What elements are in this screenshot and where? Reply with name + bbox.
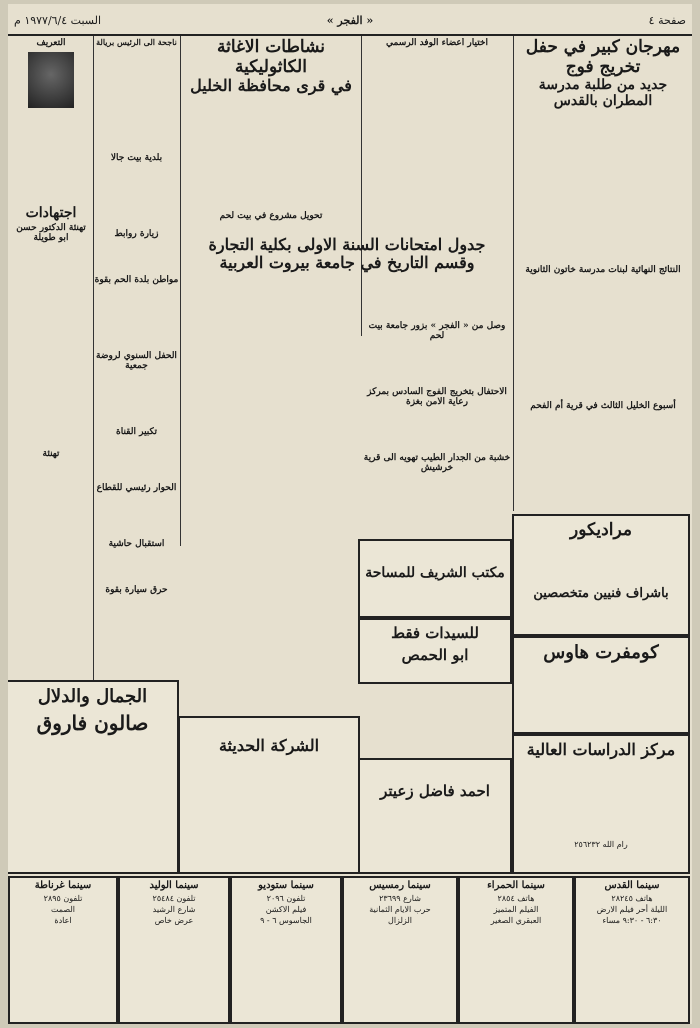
subheading: تهنئة (42, 449, 60, 460)
article-body (98, 166, 175, 226)
article-body (520, 414, 686, 474)
ad-body (518, 544, 684, 584)
issue-date: السبت ١٩٧٧/٦/٤ م (14, 14, 102, 27)
subheading: النتائج النهائية لبنات مدرسة خاتون الثانوية (525, 265, 681, 276)
article-body (14, 112, 88, 202)
newspaper-page (8, 4, 692, 1024)
headline: وقسم التاريخ في جامعة بيروت العربية (219, 253, 475, 273)
headline: جدول امتحانات السنة الاولى بكلية التجارة (208, 236, 486, 254)
article-body (366, 344, 508, 384)
ad-ladies (358, 618, 512, 684)
article-body (520, 112, 686, 262)
headline: في قرى محافظة الخليل (190, 76, 352, 96)
subheading: حرق سيارة بقوة (105, 585, 168, 596)
article-body (98, 50, 175, 150)
ad-salon (8, 680, 179, 874)
paper-name: « الفجر » (326, 14, 374, 27)
article-body (98, 496, 175, 536)
column-rule (513, 36, 514, 511)
subheading: تحويل مشروع في بيت لحم (219, 211, 323, 222)
subheading: وصل من « الفجر » بزور جامعة بيت لحم (368, 321, 506, 342)
ad-phone: رام الله ٢٥٦٢٣٢ (574, 840, 628, 849)
exam-table (182, 302, 360, 542)
portrait-photo (28, 52, 74, 108)
ad-title: مراديكور (570, 520, 632, 540)
column-rule (180, 36, 181, 546)
ad-title: الشركة الحديثة (218, 736, 320, 755)
subheading: استقبال حاشية (108, 539, 165, 550)
subheading: مواطن بلدة الحم بقوة (94, 275, 179, 286)
ad-title: للسيدات فقط (391, 624, 479, 642)
ad-title: مركز الدراسات العالية (526, 740, 676, 759)
ad-modern-company (178, 716, 360, 874)
ad-maradekor (512, 514, 690, 636)
cinema-listing: سينما ستوديو تلفون ٢٠٩٦ فيلم الاكشن الجاسوس ٦ - ٩ (230, 876, 342, 1024)
headline: مهرجان كبير في حفل تخريج فوج (525, 38, 681, 77)
ad-sharif-survey (358, 539, 512, 618)
article-body (98, 374, 175, 424)
subheading: خشبة من الجدار الطيب تهويه الى قرية خرشيش (363, 453, 511, 474)
cinema-listing: سينما الحمراء هاتف ٢٨٥٤ الفيلم المتميز العبقري الصغير (458, 876, 574, 1024)
article-body (366, 410, 508, 450)
headline: ناجحة الى الرئيس بريالة (96, 38, 177, 47)
profile-title: التعريف (36, 38, 66, 48)
ad-comfort-house (512, 636, 690, 734)
ad-title: كومفرت هاوس (543, 642, 659, 663)
center-column (182, 38, 360, 268)
page-header (8, 4, 692, 36)
headline: جديد من طلبة مدرسة المطران بالقدس (538, 77, 668, 110)
left-column (10, 38, 92, 678)
cinema-listing: سينما رمسيس شارع ٢٣٦٩٩ حرب الايام الثمانية الزلزال (342, 876, 458, 1024)
subheading: بلدية بيت جالا (110, 153, 163, 164)
article-body (98, 242, 175, 272)
ad-subtitle: ابو الحمص (401, 646, 469, 664)
headline: اختيار أعضاء الوفد الرسمي (385, 38, 488, 48)
page-number: صفحة ٤ (648, 14, 686, 27)
cinema-listing: سينما غرناطة تلفون ٢٨٩٥ الصمت اعادة (8, 876, 118, 1024)
ad-higher-studies-center (512, 734, 690, 874)
ad-zeiter (358, 758, 512, 874)
cinema-listing: سينما الوليد تلفون ٢٥٤٨٤ شارع الرشيد عرض خاص (118, 876, 230, 1024)
article-body (186, 98, 356, 208)
ad-title: مكتب الشريف للمساحة (365, 565, 505, 581)
subheading: الحوار رئيسي للقطاع (96, 483, 177, 494)
ad-subtitle: صالون فاروق (36, 711, 149, 735)
article-body (98, 552, 175, 582)
article-body (186, 305, 356, 535)
subheading: الاحتفال بتخريج الفوج السادس بمركز رعاية الامن بغزة (367, 387, 507, 408)
subheading: تكبير القناة (116, 427, 157, 438)
headline: نشاطات الاغاثة الكاثوليكية (216, 38, 326, 77)
subheading: أسبوع الخليل الثالث في قرية أم الفحم (530, 401, 676, 412)
subheading: زيارة روابط (114, 229, 159, 240)
article-body (14, 462, 88, 562)
ad-title: احمد فاضل زعيتر (380, 782, 490, 800)
article-body (366, 51, 508, 111)
subheading: تهنئة الدكتور حسن ابو طويلة (16, 223, 86, 244)
article-body (520, 278, 686, 398)
article-body (14, 246, 88, 446)
article-body (98, 288, 175, 348)
right-column (516, 38, 690, 508)
ad-tagline: باشراف فنيين متخصصين (533, 586, 669, 601)
ad-title: الجمال والدلال (37, 686, 148, 707)
section-title: اجتهادات (25, 205, 77, 222)
cinema-listing: سينما القدس هاتف ٢٨٢٤٥ الليلة أحر فيلم الارض ٦:٣٠ - ٩:٣٠ مساء (574, 876, 690, 1024)
subheading: الحفل السنوي لروضة جمعية (96, 351, 177, 372)
article-body (98, 440, 175, 480)
exam-schedule-banner (182, 236, 512, 298)
